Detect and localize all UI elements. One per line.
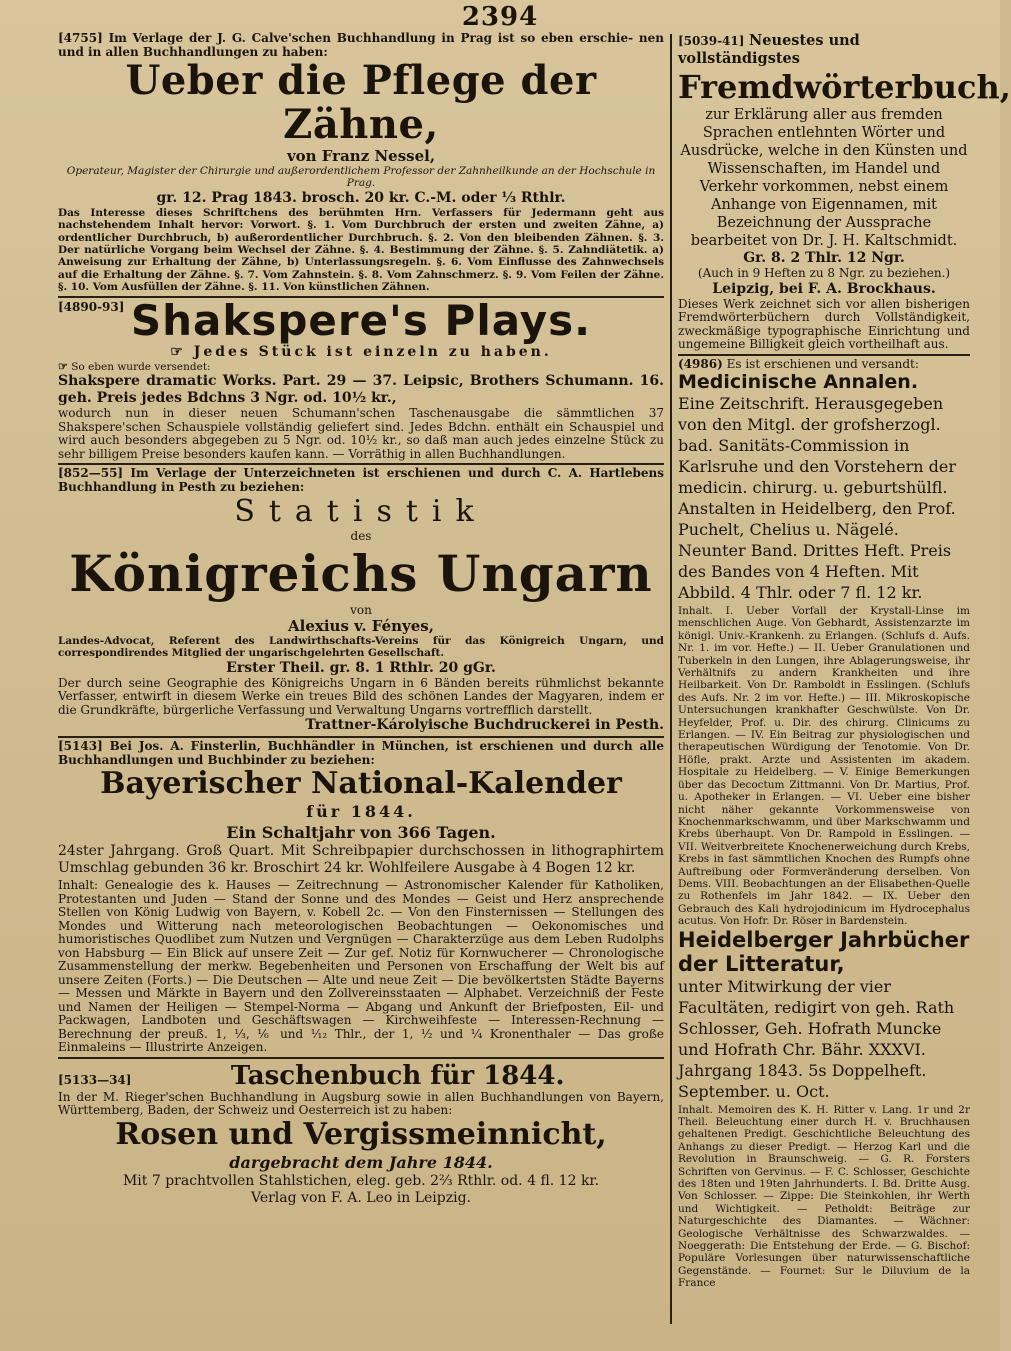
advert-heidelberger-jahrbuecher — [678, 928, 970, 1290]
advert-body: unter Mitwirkung der vier Facultäten, redigirt von geh. Rath Schlosser, Geh. Hofrath Muncke und Hofrath Chr. Bähr. XXXVI. Jahrgang 1843. 5s Doppelheft. September. u. Oct. — [678, 976, 955, 1101]
separator — [678, 354, 970, 356]
advert-heft: (Auch in 9 Heften zu 8 Ngr. zu beziehen.) — [697, 266, 951, 280]
advert-contents: Inhalt. Memoiren des K. H. Ritter v. Lang. 1r und 2r Theil. Beleuchtung einer durch H. v. Bruchhausen gehaltenen Predigt. Geschichtliche Beleuchtung des Anhangs zu dieser Predigt. — Herzog Karl und die Revolution in Braunschweig. — G. R. Forsters Schriften von Gervinus. — F. C. Schlosser, Geschichte des 18ten und 19ten Jahrhunderts. I. Bd. Dritte Ausg. Von Schlosser. — Zippe: Die Steinkohlen, ihr Werth und Wichtigkeit. — Petholdt: Beiträge zur Naturgeschichte des Diamantes. — Wächner: Geologische Verhältnisse des Schwarzwaldes. — Noeggerath: Die Entstehung der Erde. — G. Bischof: Populäre Vorlesungen über naturwissenschaftliche Gegenstände. — Fournet: Sur le Diluvium de la France — [678, 1103, 970, 1290]
advert-title: Königreichs Ungarn — [69, 543, 653, 603]
advert-printer: Trattner-Károlyische Buchdruckerei in Pesth. — [305, 717, 664, 734]
advert-body: Das Interesse dieses Schriftchens des berühmten Hrn. Verfassers für Jedermann geht aus nachstehendem Inhalt hervor: Vorwort. §. 1. Vom Durchbruch der ersten und zweiten Zähne, a) ordentlicher Durchbruch, b) außerordentlicher Durchbruch. §. 2. Von den bleibenden Zähnen. §. 3. Der natürliche Vorgang beim Wechsel der Zähne. §. 4. Bestimmung der Zähne. §. 5. Zahndiätetik. a) Anweisung zur Erhaltung der Zähne, b) Unterlassungsregeln. §. 6. Vom Einflusse des Zahnwechsels auf die Erhaltung der Zähne. §. 7. Vom Zahnstein. §. 8. Vom Zahnschmerz. §. 9. Vom Feilen der Zähne. §. 10. Vom Ausfüllen der Zähne. §. 11. Von künstlichen Zähnen. — [58, 206, 664, 294]
pointing-hand-icon: ☞ — [58, 359, 68, 373]
advert-main-title: Rosen und Vergissmeinnicht, — [115, 1116, 607, 1152]
advert-fremdwoerterbuch — [678, 32, 1011, 352]
advert-shakspere — [58, 295, 664, 461]
advert-ref: (4986) — [678, 356, 723, 371]
advert-tail: Dieses Werk zeichnet sich vor allen bisherigen Fremdwörterbüchern durch Vollständigkeit, zweckmäßige typographische Einrichtung und ungemeine Billigkeit gleich vortheilhaft aus. — [678, 296, 970, 351]
advert-statistik — [58, 467, 664, 734]
separator — [58, 463, 664, 465]
separator — [58, 736, 664, 738]
advert-lead: Neuestes und vollständigstes — [678, 32, 860, 67]
advert-dedication: dargebracht dem Jahre 1844. — [229, 1152, 493, 1172]
advert-zaehne — [58, 32, 664, 294]
advert-body: wodurch nun in dieser neuen Schumann'schen Taschenausgabe die sämmtlichen 37 Shakspere'schen Schauspiele vollständig geliefert sind. Jedes Bdchn. enthält ein Schauspiel und wird auch besonders abgegeben zu 5 Ngr. od. 10½ kr., so daß man auch jedes einzelne Stück zu sehr billigem Preise besonders kaufen kann. — Vorräthig in allen Buchhandlungen. — [58, 406, 664, 461]
advert-intro: Es ist erschienen und versandt: — [726, 356, 919, 371]
advert-details: 24ster Jahrgang. Groß Quart. Mit Schreibpapier durchschossen in lithographirtem Umschlag gebunden 36 kr. Broschirt 24 kr. Wohlfeilere Ausgabe à 4 Bogen 12 kr. — [58, 843, 664, 877]
advert-subtitle: Jedes Stück ist einzeln zu haben. — [193, 343, 552, 360]
advert-von: von — [350, 602, 372, 617]
advert-title: Shakspere's Plays. — [130, 295, 592, 345]
advert-price: Mit 7 prachtvollen Stahlstichen, eleg. geb. 2⅔ Rthlr. od. 4 fl. 12 kr. — [122, 1172, 600, 1189]
advert-title: Ueber die Pflege der Zähne, — [125, 57, 597, 148]
advert-part: Erster Theil. gr. 8. 1 Rthlr. 20 gGr. — [226, 659, 496, 676]
advert-intro: In der M. Rieger'schen Buchhandlung in Augsburg sowie in allen Buchhandlungen von Bayern, Württemberg, Baden, der Schweiz und Oesterreich ist zu haben: — [58, 1089, 664, 1118]
advert-kalender — [58, 740, 664, 1055]
advert-schaltjahr: Ein Schaltjahr von 366 Tagen. — [226, 823, 496, 843]
advert-ref: [5039-41] — [678, 34, 745, 48]
advert-intro: Bei Jos. A. Finsterlin, Buchhändler in München, ist erschienen und durch alle Buchhandlungen und Buchbinder zu beziehen: — [58, 739, 664, 767]
advert-title: Heidelberger Jahrbücher der Litteratur, — [678, 927, 970, 976]
advert-contents: Inhalt. I. Ueber Vorfall der Krystall-Linse im menschlichen Auge. Von Gebhardt, Assistenzarzte im königl. Univ.-Krankenh. zu Erlangen. (Schlufs d. Aufs. Nr. 1. im vor. Hefte.) — II. Ueber Granulationen und Tuberkeln in den Lungen, ihre Ablagerungsweise, ihr Verhältnifs zu andern Krankheiten und ihre Heilbarkeit. Von Dr. Ramboldt in Esslingen. (Schlufs des Aufs. Nr. 2 im vor. Hefte.) — III. Mikroskopische Untersuchungen krankhafter Geschwülste. Von Dr. Heyfelder, Prof. u. Dir. des chirurg. Clinicums zu Erlangen. — IV. Ein Beitrag zur physiologischen und therapeutischen Würdigung der Tenotomie. Von Dr. Höfle, prakt. Arzte und Assistenten im akadem. Hospitale zu Heidelberg. — V. Einige Bemerkungen über das Decoctum Zittmanni. Von Dr. Martius, Prof. u. Apotheker in Erlangen. — VI. Ueber eine bisher nicht näher gekannte Vorkommensweise von Knochenmarkschwamm, und über Markschwamm und Krebs überhaupt. Von Dr. Rampold in Esslingen. — VII. Weitverbreitete Knochenerweichung durch Krebs, Krebs in fast sämmtlichen Knochen des Rumpfs ohne Auftreibung oder Formveränderung derselben. Von Dems. VIII. Beobachtungen an der Elisabethen-Quelle zu Rothenfels im Jahr 1842. — IX. Ueber den Gebrauch des Kali hydrojodinicum im Hydrocephalus acutus. Von Hofr. Dr. Röser in Bardenstein. — [678, 605, 970, 928]
pointing-hand-icon: ☞ — [170, 343, 186, 360]
advert-ref: [5143] — [58, 739, 103, 754]
advert-ref: [5133—34] — [58, 1072, 132, 1087]
advert-publisher: Verlag von F. A. Leo in Leipzig. — [251, 1189, 471, 1206]
advert-price: Gr. 8. 2 Thlr. 12 Ngr. — [743, 250, 905, 266]
left-column — [58, 32, 664, 1342]
advert-author: von Franz Nessel, — [286, 147, 436, 165]
advert-ref: [4890-93] — [58, 299, 125, 314]
advert-body: Der durch seine Geographie des Königreichs Ungarn in 6 Bänden bereits rühmlichst bekannte Verfasser, entwirft in diesem Werke ein treues Bild des schönen Landes der Magyaren, indem er die Grundkräfte, bürgerliche Verfassung und Verwaltung Ungarns vortrefflich darstellt. — [58, 675, 664, 717]
page-number: 2394 — [461, 2, 539, 32]
advert-body: zur Erklärung aller aus fremden Sprachen entlehnten Wörter und Ausdrücke, welche in den Künsten und Wissenschaften, im Handel und Verkehr vorkommen, nebst einem Anhange von Eigennamen, mit Bezeichnung der Aussprache bearbeitet von Dr. J. H. Kaltschmidt. — [680, 107, 968, 249]
column-divider — [670, 34, 672, 1324]
advert-taschenbuch — [58, 1061, 664, 1207]
advert-author: Alexius v. Fényes, — [288, 617, 434, 636]
right-column — [678, 32, 1011, 1342]
advert-works-line: Shakspere dramatic Works. Part. 29 — 37. Leipsic, Brothers Schumann. 16. geh. Preis jedes Bdchns 3 Ngr. od. 10½ kr., — [58, 373, 664, 407]
advert-body: Eine Zeitschrift. Herausgegeben von den Mitgl. der grofsherzogl. bad. Sanitäts-Commission in Karlsruhe und den Vorstehern der medicin. chirurg. u. geburtshülfl. Anstalten in Heidelberg, den Prof. Puchelt, Chelius u. Nägelé. Neunter Band. Drittes Heft. Preis des Bandes von 4 Heften. Mit Abbild. 4 Thlr. oder 7 fl. 12 kr. — [678, 394, 956, 602]
advert-intro: Im Verlage der Unterzeichneten ist erschienen und durch C. A. Hartlebens Buchhandlung in Pesth zu beziehen: — [58, 466, 664, 494]
advert-title: Bayerischer National-Kalender — [100, 766, 622, 802]
advert-intro: Im Verlage der J. G. Calve'schen Buchhandlung in Prag ist so eben erschie- nen und in allen Buchhandlungen zu haben: — [58, 31, 664, 59]
advert-contents: Inhalt: Genealogie des k. Hauses — Zeitrechnung — Astronomischer Kalender für Katholiken, Protestanten und Juden — Stand der Sonne und des Mondes — Geist und Herz ansprechende Stellen von König Ludwig von Bayern, v. Kobell 2c. — Von den Finsternissen — Stellungen des Mondes und Witterung nach meteorologischen Beobachtungen — Oekonomisches und humoristisches Quodlibet zum Nutzen und Vergnügen — Charakterzüge aus dem Leben Rudolphs von Habsburg — Ein Blick auf unsere Zeit — Zur gef. Notiz für Kornwucherer — Chronologische Zusammenstellung der merkw. Begebenheiten und Personen von Erschaffung der Welt bis auf unsere Zeiten (Forts.) — Die Deutschen — Alte und neue Zeit — Die bevölkertsten Städte Bayerns — Messen und Märkte in Bayern und den Zollvereinsstaaten — Alphabet. Verzeichniß der Feste und Namen der Heiligen — Stempel-Norma — Abgang und Ankunft der Briefposten, Eil- und Packwagen, Landboten und Geschäftswagen — Kirchweihfeste — Interessen-Rechnung — Berechnung der preuß. 1, ⅓, ⅙ und ⅟₁₂ Thlr., der 1, ½ und ¼ Kronenthaler — Das große Einmaleins — Illustrirte Anzeigen. — [58, 878, 664, 1055]
advert-note: So eben wurde versendet: — [71, 360, 211, 373]
advert-year: für 1844. — [306, 802, 416, 822]
advert-title: Medicinische Annalen. — [678, 371, 919, 393]
advert-ref: [852—55] — [58, 466, 124, 481]
advert-title-top: Statistik — [234, 494, 488, 530]
advert-price: gr. 12. Prag 1843. brosch. 20 kr. C.-M. oder ⅓ Rthlr. — [156, 189, 566, 206]
advert-author-desc: Landes-Advocat, Referent des Landwirthschafts-Vereins für das Königreich Ungarn, und correspondirendes Mitglied der ungarischgelehrten Gesellschaft. — [58, 635, 664, 660]
advert-medicinische-annalen — [678, 358, 970, 928]
advert-des: des — [350, 529, 372, 544]
advert-ref: [4755] — [58, 31, 103, 45]
advert-author-desc: Operateur, Magister der Chirurgie und außerordentlichem Professor der Zahnheilkunde an der Hochschule in Prag. — [66, 165, 656, 190]
advert-title: Taschenbuch für 1844. — [230, 1060, 565, 1091]
advert-title: Fremdwörterbuch, — [678, 68, 1011, 106]
advert-publisher: Leipzig, bei F. A. Brockhaus. — [712, 280, 936, 297]
separator — [58, 1057, 664, 1059]
